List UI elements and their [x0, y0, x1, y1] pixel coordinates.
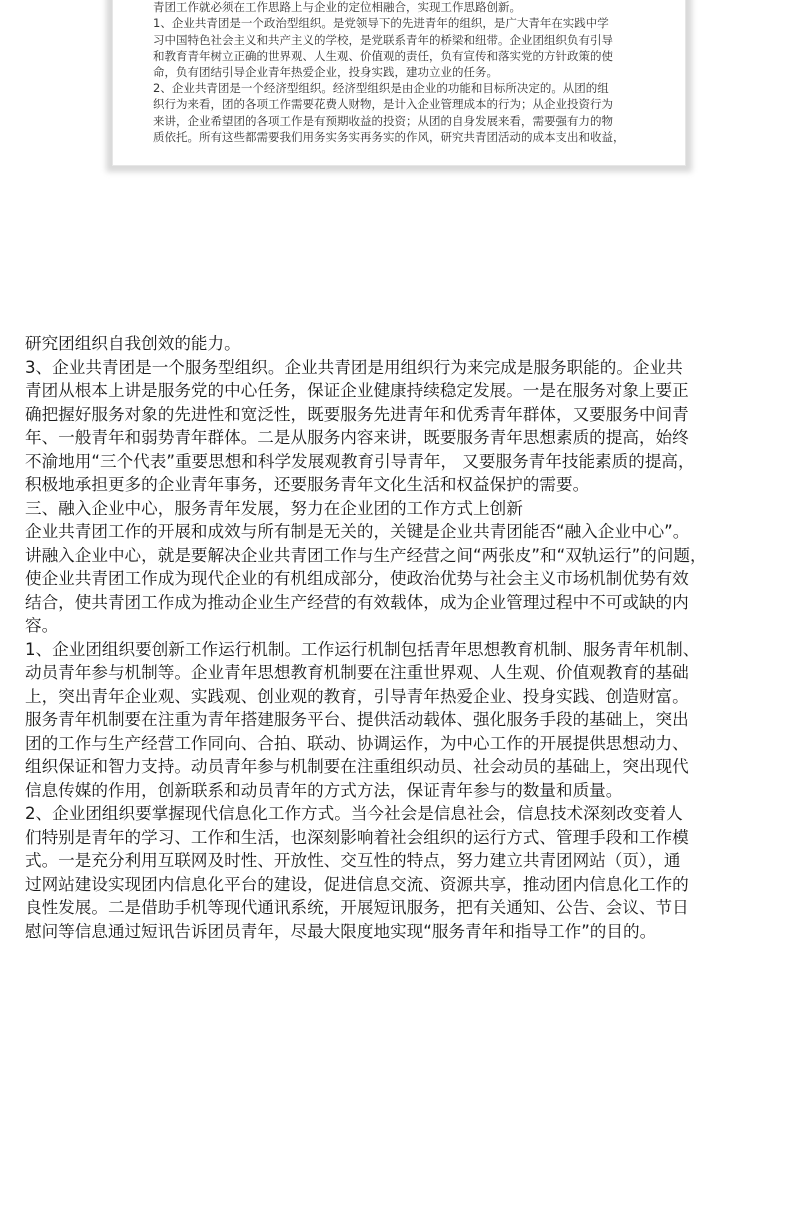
body-line: 容。 [25, 616, 59, 635]
body-line: 结合，使共青团工作成为推动企业生产经营的有效载体，成为企业管理过程中不可或缺的内 [25, 592, 689, 612]
body-line: 上，突出青年企业观、实践观、创业观的教育，引导青年热爱企业、投身实践、创造财富。 [25, 686, 689, 706]
body-line: 年、一般青年和弱势青年群体。二是从服务内容来讲，既要服务青年思想素质的提高，始终 [25, 428, 689, 447]
body-line: 慰问等信息通过短讯告诉团员青年，尽最大限度地实现“服务青年和指导工作”的目的。 [25, 921, 657, 941]
body-line: 服务青年机制要在注重为青年搭建服务平台、提供活动载体、强化服务手段的基础上，突出 [25, 710, 689, 729]
preview-line: 1、企业共青团是一个政治型组织。是党领导下的先进青年的组织，是广大青年在实践中学 [153, 16, 609, 31]
body-line: 讲融入企业中心，就是要解决企业共青团工作与生产经营之间“两张皮”和“双轨运行”的问题， [25, 545, 707, 565]
document-preview-card [112, 0, 686, 166]
body-line: 2、企业团组织要掌握现代信息化工作方式。当今社会是信息社会，信息技术深刻改变着人 [25, 804, 683, 823]
body-line: 3、企业共青团是一个服务型组织。企业共青团是用组织行为来完成是服务职能的。企业共 [25, 357, 683, 377]
body-line: 组织保证和智力支持。动员青年参与机制要在注重组织动员、社会动员的基础上，突出现代 [25, 757, 689, 776]
body-line: 1、企业团组织要创新工作运行机制。工作运行机制包括青年思想教育机制、服务青年机制、 [25, 639, 700, 659]
preview-line: 命，负有团结引导企业青年热爱企业，投身实践，建功立业的任务。 [153, 65, 498, 80]
preview-line: 来讲，企业希望团的各项工作是有预期收益的投资；从团的自身发展来看，需要强有力的物 [153, 113, 613, 128]
body-line: 三、融入企业中心，服务青年发展，努力在企业团的工作方式上创新 [25, 498, 523, 518]
body-line: 青团从根本上讲是服务党的中心任务，保证企业健康持续稳定发展。一是在服务对象上要正 [25, 381, 689, 400]
preview-line: 织行为来看，团的各项工作需要花费人财物，是计入企业管理成本的行为；从企业投资行为 [153, 97, 613, 112]
body-line: 良性发展。二是借助手机等现代通讯系统，开展短讯服务，把有关通知、公告、会议、节日 [25, 898, 689, 917]
preview-line: 2、企业共青团是一个经济型组织。经济型组织是由企业的功能和目标所决定的。从团的组 [153, 81, 609, 96]
body-line: 式。一是充分利用互联网及时性、开放性、交互性的特点，努力建立共青团网站（页），通 [25, 851, 681, 870]
body-line: 们特别是青年的学习、工作和生活，也深刻影响着社会组织的运行方式、管理手段和工作模 [25, 827, 689, 847]
document-body-text [25, 332, 777, 943]
body-line: 不渝地用“三个代表”重要思想和科学发展观教育引导青年， 又要服务青年技能素质的提高， [25, 451, 695, 471]
body-line: 动员青年参与机制等。企业青年思想教育机制要在注重世界观、人生观、价值观教育的基础 [25, 663, 689, 682]
preview-line: 和教育青年树立正确的世界观、人生观、价值观的责任，负有宣传和落实党的方针政策的使 [153, 48, 613, 63]
preview-line: 质依托。所有这些都需要我们用务实务实再务实的作风，研究共青团活动的成本支出和收益， [153, 129, 625, 144]
body-line: 积极地承担更多的企业青年事务，还要服务青年文化生活和权益保护的需要。 [25, 475, 590, 494]
body-line: 信息传媒的作用，创新联系和动员青年的方式方法，保证青年参与的数量和质量。 [25, 780, 623, 800]
body-line: 企业共青团工作的开展和成效与所有制是无关的，关键是企业共青团能否“融入企业中心”。 [25, 522, 690, 541]
body-line: 团的工作与生产经营工作同向、合拍、联动、协调运作，为中心工作的开展提供思想动力、 [25, 733, 689, 753]
body-line: 过网站建设实现团内信息化平台的建设，促进信息交流、资源共享，推动团内信息化工作的 [25, 874, 689, 894]
body-line: 研究团组织自我创效的能力。 [25, 334, 241, 353]
body-line: 使企业共青团工作成为现代企业的有机组成部分，使政治优势与社会主义市场机制优势有效 [25, 569, 689, 588]
body-line: 确把握好服务对象的先进性和宽泛性，既要服务先进青年和优秀青年群体，又要服务中间青 [25, 404, 689, 424]
preview-line: 习中国特色社会主义和共产主义的学校，是党联系青年的桥梁和纽带。企业团组织负有引导 [153, 32, 613, 47]
preview-text-block [153, 0, 651, 145]
preview-line: 青团工作就必须在工作思路上与企业的定位相融合，实现工作思路创新。 [153, 0, 521, 15]
